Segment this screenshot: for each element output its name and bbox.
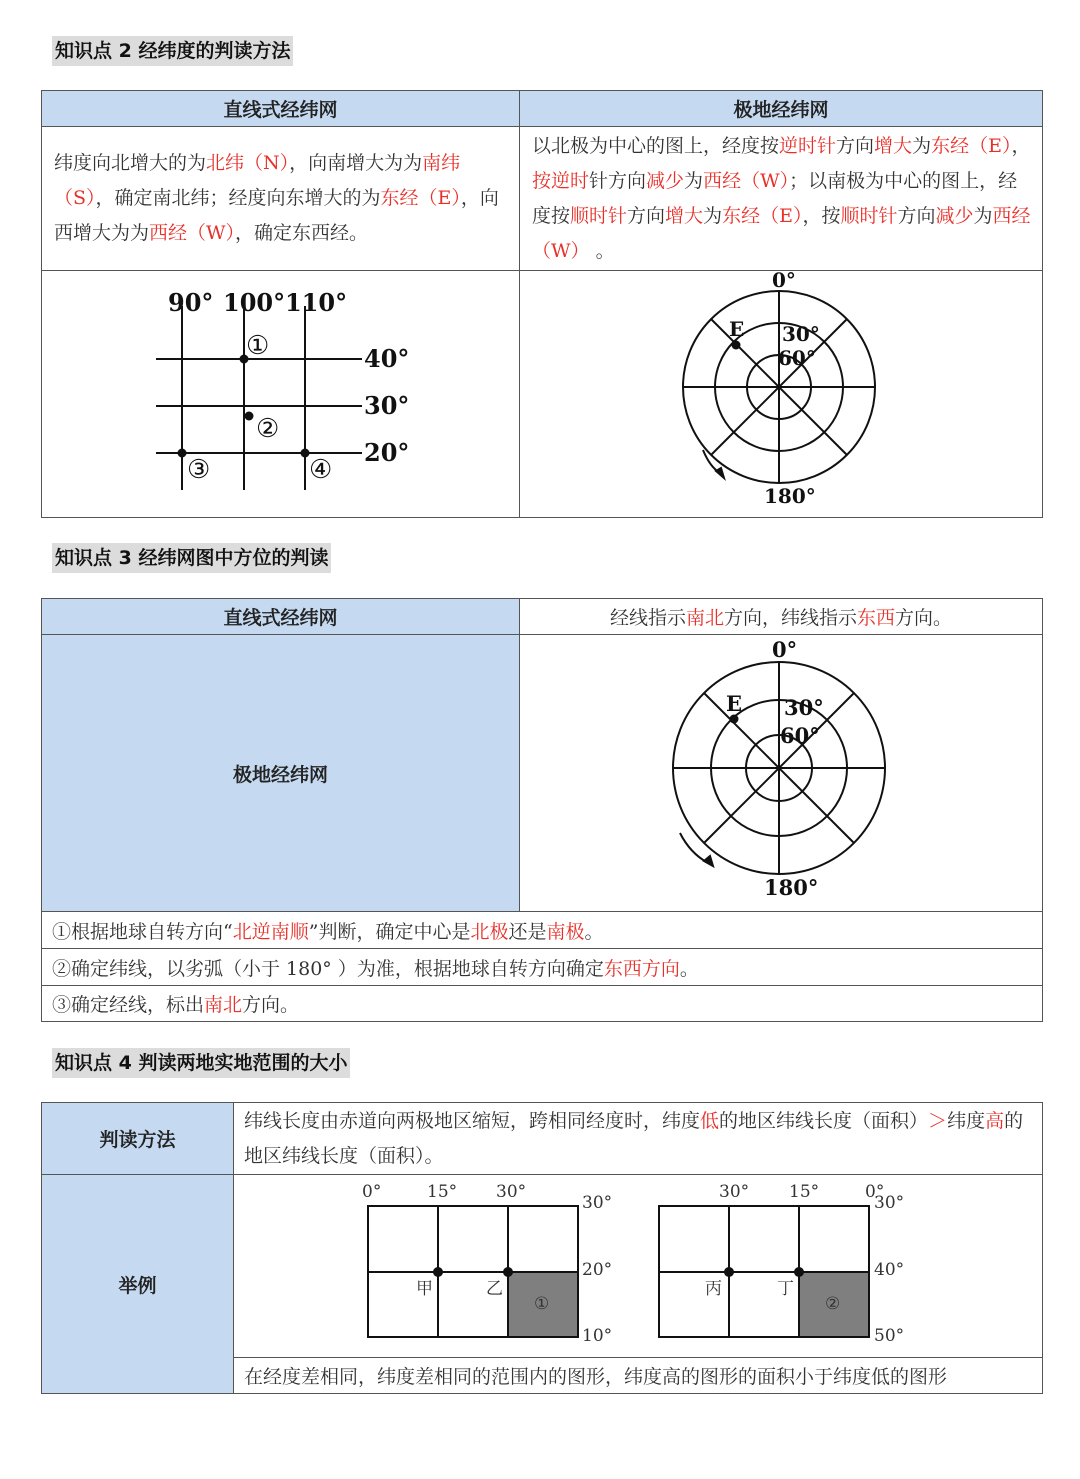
text-segment: 为: [703, 204, 723, 227]
polar-label-bottom-kp3: 180°: [764, 875, 819, 900]
text-segment: 方向: [836, 134, 875, 157]
kp3-col2-header-cell: [520, 599, 1043, 635]
text-segment: ；以南极为中心的图上，经度按: [532, 169, 1018, 227]
lon-label-90: 90°: [168, 288, 214, 317]
point-4-label: ④: [309, 455, 333, 485]
section-heading-kp3: 知识点 3 经纬网图中方位的判读: [52, 543, 331, 573]
polar-label-point-kp3: E: [726, 691, 743, 716]
text-segment: 南北: [204, 994, 243, 1016]
point-3-dot: [178, 449, 187, 458]
text-segment: 西经（W）: [149, 222, 236, 244]
fig2-cell-ding: 丁: [777, 1279, 794, 1299]
fig1-top-label-0: 0°: [362, 1182, 382, 1202]
text-segment: 以北极为中心的图上，经度按: [532, 134, 780, 157]
kp3-step-1: [42, 912, 1043, 949]
text-segment: 的地区纬线长度（面积）: [719, 1109, 929, 1132]
text-segment: 东西: [857, 607, 896, 629]
fig1-top-label-15: 15°: [427, 1182, 458, 1202]
kp3-step-2-text: [52, 958, 699, 980]
text-segment: ，向西增大为为: [54, 187, 499, 244]
lon-label-100: 100°: [223, 288, 286, 317]
text-segment: 纬度向北增大的为: [54, 152, 207, 174]
kp3-step-1-text: [52, 921, 604, 943]
text-segment: ，向南增大为为: [289, 152, 423, 174]
kp3-polar-cell: [520, 635, 1043, 912]
text-segment: ，确定南北纬；经度向东增大的为: [95, 187, 381, 209]
text-segment: 南极: [546, 920, 585, 943]
polar-label-ring2-kp3: 60°: [780, 723, 820, 748]
text-segment: 方向。: [242, 994, 300, 1016]
text-segment: 低: [700, 1109, 720, 1132]
text-segment: 纬线长度由赤道向两极地区缩短，跨相同经度时，纬度: [244, 1109, 701, 1132]
kp2-col2-text: [520, 129, 1042, 269]
text-segment: 。: [679, 957, 699, 980]
fig2-top-label-15: 15°: [789, 1182, 820, 1202]
kp4-method-cell: [234, 1103, 1043, 1175]
text-segment: 北逆南顺: [232, 920, 309, 943]
text-segment: ，: [1011, 134, 1031, 157]
point-1-label: ①: [246, 331, 270, 361]
fig1-shaded-label: ①: [534, 1294, 550, 1314]
rectangular-grid-diagram: [42, 271, 520, 517]
text-segment: 方向，纬线指示: [723, 607, 857, 629]
text-segment: 增大: [665, 204, 704, 227]
area-comparison-figures: [234, 1175, 1043, 1357]
text-segment: 。: [584, 920, 604, 943]
kp3-left-label: 极地经纬网: [42, 635, 520, 912]
text-segment: 纬度: [947, 1109, 986, 1132]
text-segment: 为: [973, 204, 993, 227]
fig1-dot-2: [503, 1267, 513, 1277]
fig2-top-label-30: 30°: [719, 1182, 750, 1202]
kp2-col1-text-cell: [42, 127, 520, 271]
rotation-arrow-icon-kp3: [704, 856, 713, 866]
kp4-example-label: 举例: [42, 1175, 234, 1394]
text-segment: 东经（E）: [380, 187, 461, 209]
kp3-col2-text: [610, 607, 952, 629]
fig2-side-label-30: 30°: [874, 1193, 905, 1213]
text-segment: ，确定东西经。: [235, 222, 369, 244]
text-segment: 方向: [897, 204, 936, 227]
text-segment: ＞: [928, 1109, 948, 1132]
lat-label-40: 40°: [364, 344, 410, 373]
text-segment: 北纬（N）: [206, 152, 290, 174]
lat-label-20: 20°: [364, 438, 410, 467]
fig2-shaded-label: ②: [825, 1294, 841, 1314]
fig2-dot-2: [794, 1267, 804, 1277]
text-segment: 增大: [874, 134, 913, 157]
text-segment: 西经（W）: [703, 169, 790, 192]
section-heading-kp2: 知识点 2 经纬度的判读方法: [52, 36, 293, 66]
text-segment: 西经（W）: [532, 204, 1031, 262]
lat-label-30: 30°: [364, 391, 410, 420]
kp3-step-3-text: [52, 994, 299, 1016]
text-segment: 高: [985, 1109, 1005, 1132]
kp2-polar-cell: [520, 271, 1043, 518]
text-segment: 的地区纬线长度（面积）。: [244, 1109, 1024, 1167]
polar-label-bottom: 180°: [764, 484, 816, 508]
fig1-side-label-30: 30°: [582, 1193, 613, 1213]
fig1-top-label-30: 30°: [496, 1182, 527, 1202]
text-segment: 顺时针: [840, 204, 898, 227]
point-e-dot: [732, 341, 741, 350]
text-segment: 。: [589, 239, 615, 262]
polar-label-ring1: 30°: [782, 322, 820, 346]
kp2-grid-cell: [42, 271, 520, 518]
kp4-figures-cell: [234, 1175, 1043, 1358]
kp3-step-2: [42, 949, 1043, 986]
kp4-method-label: 判读方法: [42, 1103, 234, 1175]
text-segment: 南纬（S）: [54, 152, 461, 209]
fig1-cell-yi: 乙: [486, 1279, 503, 1299]
kp3-col1-header: 直线式经纬网: [42, 599, 520, 635]
fig1-cell-jia: 甲: [416, 1279, 433, 1299]
table-kp3: [41, 598, 1043, 1022]
point-2-label: ②: [256, 414, 280, 444]
text-segment: ③确定经线，标出: [52, 994, 205, 1016]
text-segment: 为: [912, 134, 932, 157]
text-segment: 经线指示: [609, 607, 686, 629]
kp2-col1-header: 直线式经纬网: [42, 91, 520, 127]
text-segment: 按逆时: [532, 169, 590, 192]
fig2-top-label-0: 0°: [865, 1182, 885, 1202]
kp4-conclusion: 在经度差相同，纬度差相同的范围内的图形，纬度高的图形的面积小于纬度低的图形: [234, 1358, 1043, 1394]
fig2-dot-1: [724, 1267, 734, 1277]
rotation-arrow-icon: [716, 468, 724, 478]
text-segment: ，按: [802, 204, 841, 227]
kp2-col1-text: [42, 146, 519, 251]
text-segment: 还是: [508, 920, 547, 943]
text-segment: 针方向: [589, 169, 647, 192]
text-segment: 东经（E）: [722, 204, 803, 227]
text-segment: 东经（E）: [931, 134, 1012, 157]
kp4-method-text: [234, 1104, 1042, 1174]
text-segment: 南北: [685, 607, 724, 629]
kp3-step-3: [42, 986, 1043, 1022]
text-segment: 逆时针: [779, 134, 837, 157]
text-segment: 减少: [935, 204, 974, 227]
polar-label-ring2: 60°: [778, 346, 816, 370]
fig2-cell-bing: 丙: [705, 1279, 722, 1299]
lon-label-110: 110°: [285, 288, 348, 317]
polar-label-top-kp3: 0°: [772, 637, 798, 662]
fig1-dot-1: [433, 1267, 443, 1277]
point-2-dot: [245, 412, 254, 421]
kp2-col2-header: 极地经纬网: [520, 91, 1043, 127]
text-segment: 减少: [646, 169, 685, 192]
table-kp4: [41, 1102, 1043, 1394]
fig1-side-label-20: 20°: [582, 1260, 613, 1280]
fig2-side-label-40: 40°: [874, 1260, 905, 1280]
text-segment: ①根据地球自转方向“: [52, 920, 233, 943]
polar-label-top: 0°: [772, 271, 796, 292]
text-segment: 方向: [627, 204, 666, 227]
text-segment: 东西方向: [603, 957, 680, 980]
table-kp2: [41, 90, 1043, 518]
kp2-col2-text-cell: [520, 127, 1043, 271]
point-3-label: ③: [187, 455, 211, 485]
text-segment: ”判断，确定中心是: [308, 920, 471, 943]
text-segment: 顺时针: [570, 204, 628, 227]
polar-grid-diagram-kp3: [520, 635, 1043, 911]
text-segment: ②确定纬线，以劣弧（小于 180° ）为准，根据地球自转方向确定: [52, 957, 604, 980]
polar-label-ring1-kp3: 30°: [784, 695, 824, 720]
text-segment: 方向。: [895, 607, 953, 629]
fig1-side-label-10: 10°: [582, 1326, 613, 1346]
text-segment: 北极: [470, 920, 509, 943]
text-segment: 为: [684, 169, 704, 192]
fig2-side-label-50: 50°: [874, 1326, 905, 1346]
polar-grid-diagram-kp2: [520, 271, 1043, 517]
section-heading-kp4: 知识点 4 判读两地实地范围的大小: [52, 1048, 350, 1078]
polar-label-point: E: [729, 317, 745, 341]
